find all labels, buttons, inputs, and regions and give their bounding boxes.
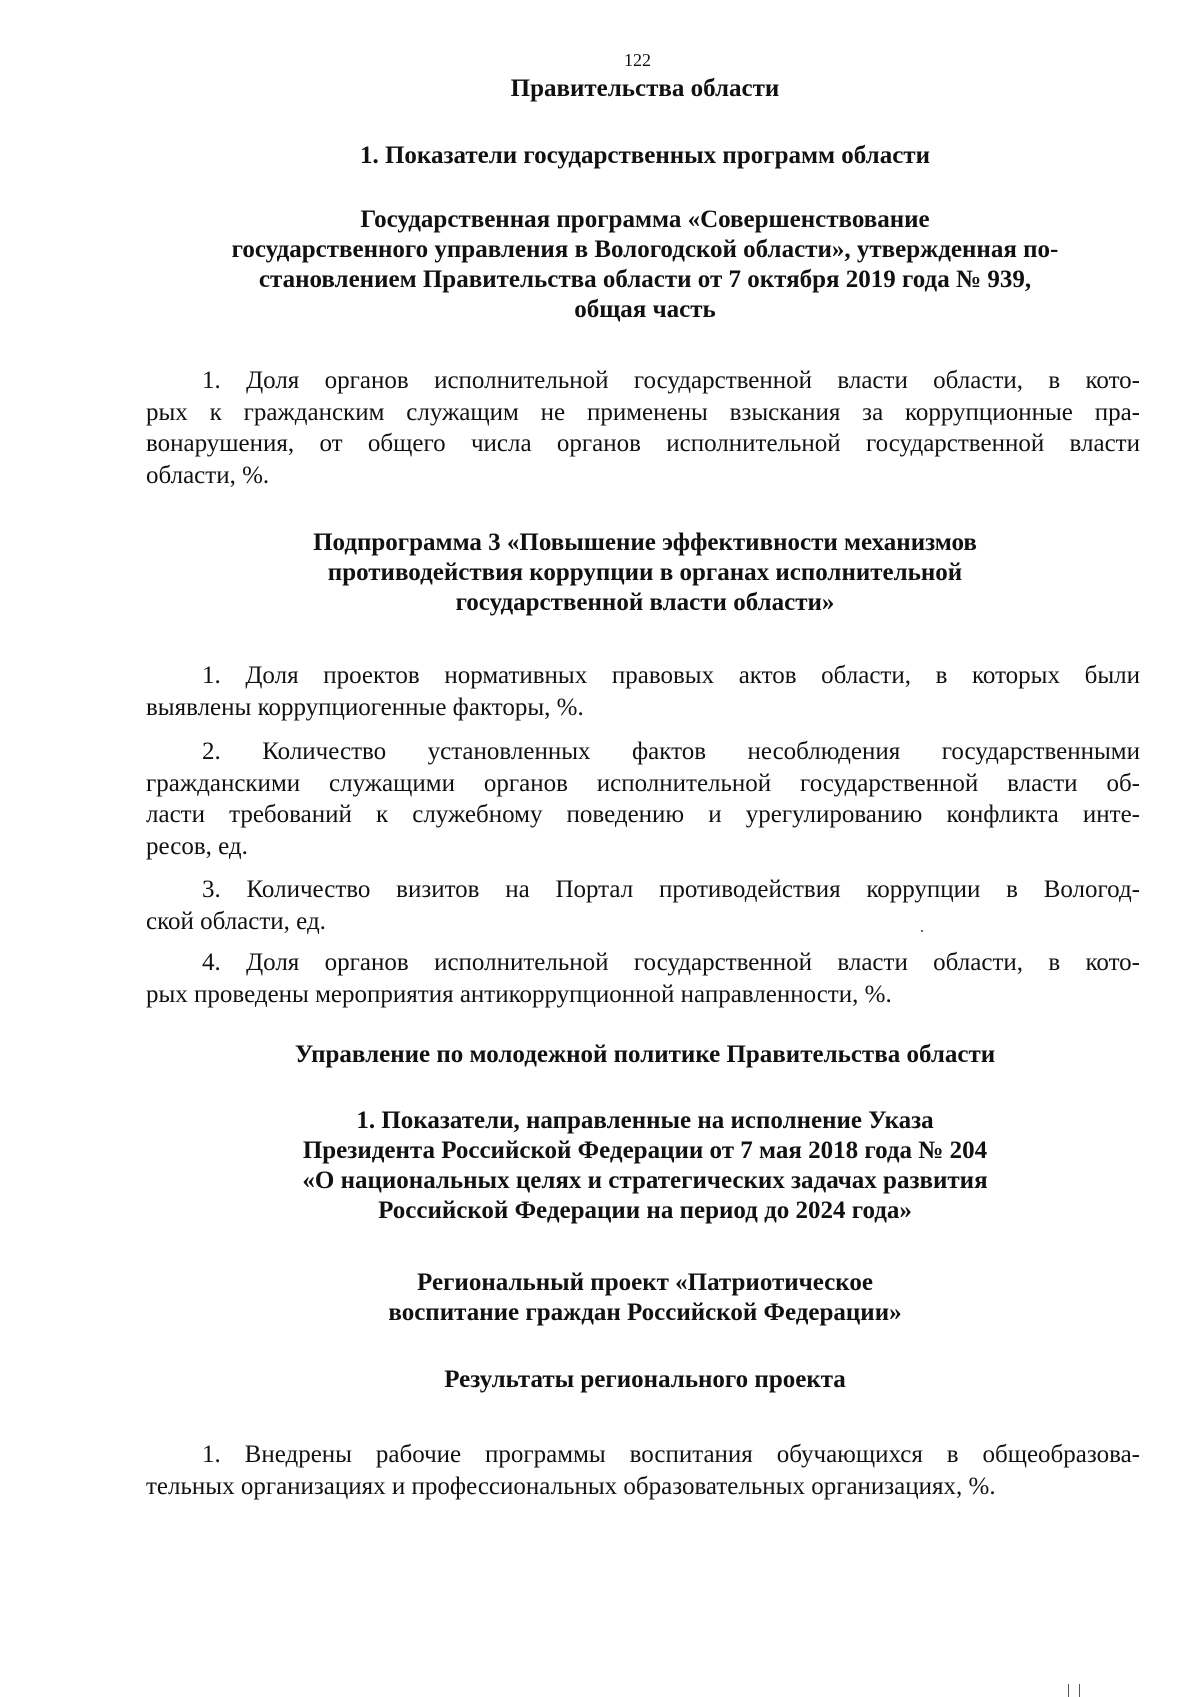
heading-line: Правительства области <box>510 75 780 102</box>
heading-line: Результаты регионального проекта <box>444 1366 846 1393</box>
project-title <box>150 1268 1140 1328</box>
department-heading <box>150 74 1140 104</box>
heading-line: противодействия коррупции в органах исполнительной <box>327 559 963 586</box>
heading-line: государственного управления в Вологодской области», утвержденная по- <box>231 236 1059 263</box>
heading-line: Государственная программа «Совершенствование <box>360 206 930 233</box>
indicator-item <box>146 365 1140 491</box>
paragraph-line: ской области, ед. <box>146 907 326 935</box>
heading-line: 1. Показатели государственных программ области <box>359 142 930 169</box>
decree-title <box>150 1106 1140 1226</box>
indicator-item <box>146 660 1140 723</box>
result-item <box>146 1439 1140 1502</box>
department-heading <box>150 1040 1140 1070</box>
paragraph-line: тельных организациях и профессиональных образовательных организациях, %. <box>146 1472 996 1500</box>
heading-line: становлением Правительства области от 7 октября 2019 года № 939, <box>258 266 1032 293</box>
program-title <box>150 205 1140 325</box>
paragraph-line: рых проведены мероприятия антикоррупционной направленности, %. <box>146 980 892 1008</box>
heading-line: общая часть <box>574 296 716 323</box>
paragraph-line: ласти требований к служебному поведению и урегулированию конфликта инте- <box>146 801 1140 828</box>
heading-line: «О национальных целях и стратегических задачах развития <box>302 1167 988 1194</box>
paragraph-line: рых к гражданским служащим не применены взыскания за коррупционные пра- <box>146 398 1140 426</box>
results-title <box>150 1365 1140 1395</box>
indicator-item <box>146 736 1140 862</box>
section-title <box>150 141 1140 171</box>
heading-line: воспитание граждан Российской Федерации» <box>388 1299 902 1326</box>
paragraph-line: 2. Количество установленных фактов несоблюдения государственными <box>202 738 1140 765</box>
paragraph-line: области, %. <box>146 461 270 489</box>
indicator-item <box>146 947 1140 1010</box>
paragraph-line: гражданскими служащими органов исполнительной государственной власти об- <box>146 769 1140 797</box>
heading-line: Президента Российской Федерации от 7 мая 2018 года № 204 <box>302 1137 988 1164</box>
paragraph-line: 3. Количество визитов на Портал противодействия коррупции в Вологод- <box>202 876 1140 903</box>
paragraph-line: ресов, ед. <box>146 832 248 860</box>
subprogram-title <box>150 528 1140 618</box>
indicator-item <box>146 874 1140 937</box>
paragraph-line: выявлены коррупциогенные факторы, %. <box>146 693 584 721</box>
heading-line: Российской Федерации на период до 2024 года» <box>378 1197 912 1224</box>
paragraph-line: 1. Внедрены рабочие программы воспитания обучающихся в общеобразова- <box>202 1441 1140 1468</box>
heading-line: Региональный проект «Патриотическое <box>417 1269 873 1296</box>
page-number: 122 <box>624 50 651 70</box>
heading-line: 1. Показатели, направленные на исполнение Указа <box>356 1107 934 1134</box>
paragraph-line: 1. Доля проектов нормативных правовых актов области, в которых были <box>202 662 1140 689</box>
heading-line: Управление по молодежной политике Правительства области <box>294 1041 996 1068</box>
scan-speck <box>921 930 923 932</box>
scan-edge-mark <box>1068 1684 1080 1697</box>
paragraph-line: 4. Доля органов исполнительной государственной власти области, в кото- <box>202 949 1140 976</box>
heading-line: Подпрограмма 3 «Повышение эффективности механизмов <box>313 529 977 556</box>
heading-line: государственной власти области» <box>455 589 835 616</box>
paragraph-line: вонарушения, от общего числа органов исполнительной государственной власти <box>146 430 1140 457</box>
paragraph-line: 1. Доля органов исполнительной государственной власти области, в кото- <box>202 367 1140 394</box>
